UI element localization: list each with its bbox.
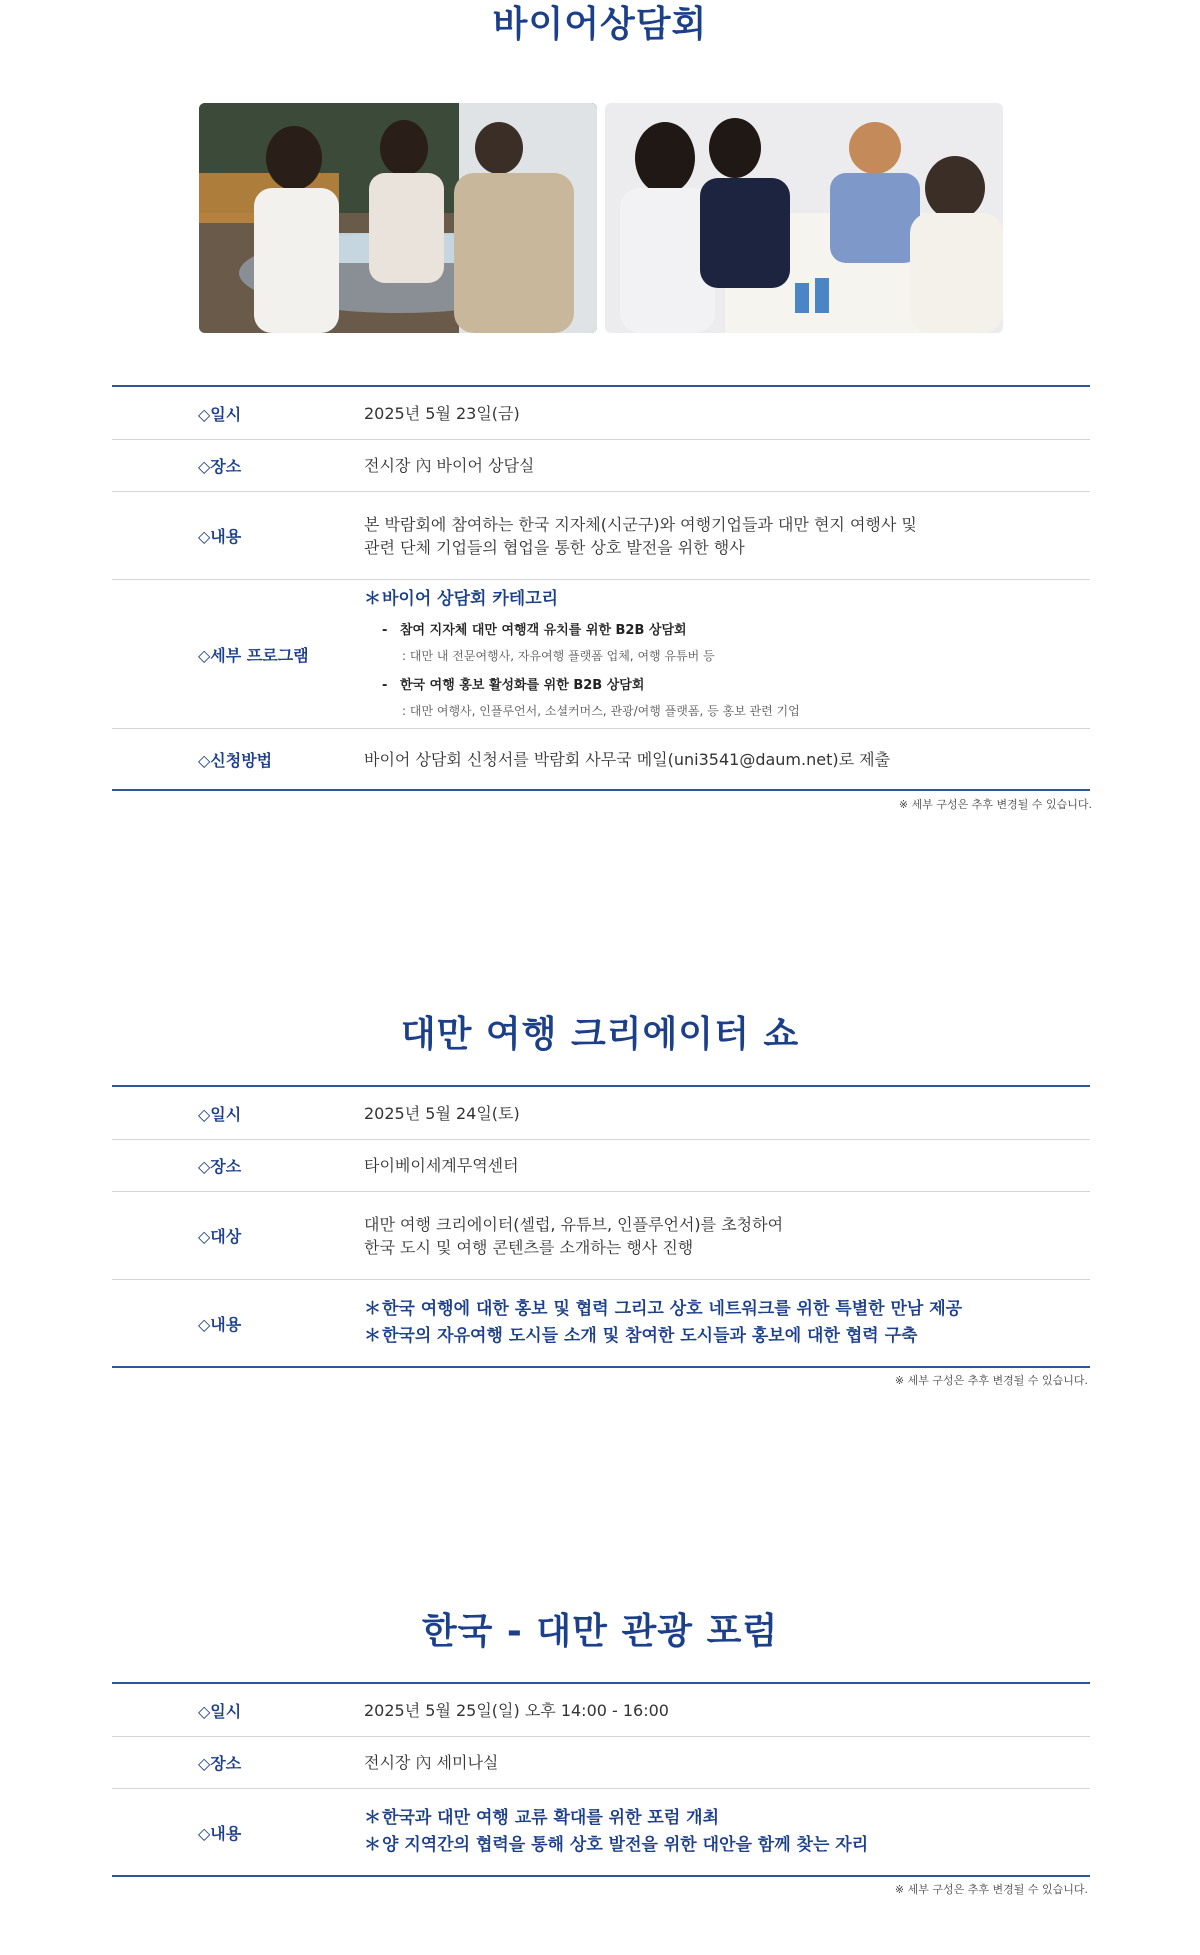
info-table-tourism-forum — [112, 1682, 1090, 1877]
info-table-creator-show — [112, 1085, 1090, 1368]
content-bullet: ＊한국의 자유여행 도시들 소개 및 참여한 도시들과 홍보에 대한 협력 구축 — [364, 1323, 1090, 1350]
asterisk-icon: ＊ — [364, 588, 381, 609]
row-date — [112, 1684, 1090, 1736]
value-apply: 바이어 상담회 신청서를 박람회 사무국 메일(uni3541@daum.net)로 제출 — [364, 749, 891, 769]
info-table-buyer-meeting — [112, 385, 1090, 791]
label-date: ◇일시 — [198, 404, 242, 424]
change-notice: ※ 세부 구성은 추후 변경될 수 있습니다. — [898, 798, 1092, 811]
program-heading: ＊바이어 상담회 카테고리 — [364, 586, 1090, 613]
row-date — [112, 387, 1090, 439]
row-program — [112, 579, 1090, 728]
change-notice: ※ 세부 구성은 추후 변경될 수 있습니다. — [894, 1883, 1088, 1896]
label-content: ◇내용 — [198, 1823, 242, 1843]
photo-gallery — [199, 103, 1003, 333]
asterisk-icon: ＊ — [364, 1835, 381, 1855]
label-content: ◇내용 — [198, 527, 242, 546]
row-target — [112, 1191, 1090, 1279]
value-program — [364, 586, 1090, 723]
label-place: ◇장소 — [198, 1157, 242, 1176]
row-content — [112, 1788, 1090, 1875]
section-title-creator-show: 대만 여행 크리에이터 쇼 — [400, 1014, 800, 1055]
value-target — [364, 1213, 1090, 1259]
value-content — [364, 1296, 1090, 1350]
target-line-2: 한국 도시 및 여행 콘텐츠를 소개하는 행사 진행 — [364, 1237, 694, 1257]
asterisk-icon: ＊ — [364, 1299, 381, 1319]
content-bullet: ＊양 지역간의 협력을 통해 상호 발전을 위한 대안을 함께 찾는 자리 — [364, 1832, 1090, 1859]
row-place — [112, 1139, 1090, 1191]
dash-icon: - — [382, 677, 388, 693]
content-bullet: ＊한국 여행에 대한 홍보 및 협력 그리고 상호 네트워크를 위한 특별한 만남 제공 — [364, 1296, 1090, 1323]
label-apply: ◇신청방법 — [198, 750, 273, 770]
label-date: ◇일시 — [198, 1701, 242, 1721]
label-content: ◇내용 — [198, 1314, 242, 1334]
content-line-2: 관련 단체 기업들의 협업을 통한 상호 발전을 위한 행사 — [364, 537, 745, 557]
label-place: ◇장소 — [198, 1754, 242, 1773]
row-content — [112, 1279, 1090, 1366]
asterisk-icon: ＊ — [364, 1808, 381, 1828]
target-line-1: 대만 여행 크리에이터(셀럽, 유튜브, 인플루언서)를 초청하여 — [364, 1214, 784, 1234]
program-item-title: - 한국 여행 홍보 활성화를 위한 B2B 상담회 — [364, 674, 1090, 697]
value-date: 2025년 5월 25일(일) 오후 14:00 - 16:00 — [364, 1700, 669, 1720]
section-title-tourism-forum: 한국 - 대만 관광 포럼 — [421, 1611, 779, 1652]
row-content — [112, 491, 1090, 579]
program-item-desc: : 대만 여행사, 인플루언서, 소셜커머스, 관광/여행 플랫폼, 등 홍보 관련 기업 — [402, 703, 800, 718]
value-content — [364, 1805, 1090, 1859]
row-place — [112, 439, 1090, 491]
row-apply — [112, 728, 1090, 789]
label-date: ◇일시 — [198, 1104, 242, 1124]
value-place: 전시장 內 바이어 상담실 — [364, 456, 535, 475]
program-item-desc: : 대만 내 전문여행사, 자유여행 플랫폼 업체, 여행 유튜버 등 — [402, 648, 715, 663]
photo-buyer-meeting-1 — [199, 103, 597, 333]
asterisk-icon: ＊ — [364, 1326, 381, 1346]
value-place: 타이베이세계무역센터 — [364, 1156, 519, 1175]
content-line-1: 본 박람회에 참여하는 한국 지자체(시군구)와 여행기업들과 대만 현지 여행사 및 — [364, 514, 917, 534]
label-place: ◇장소 — [198, 457, 242, 476]
label-target: ◇대상 — [198, 1227, 242, 1246]
row-date — [112, 1087, 1090, 1139]
change-notice: ※ 세부 구성은 추후 변경될 수 있습니다. — [894, 1374, 1088, 1387]
dash-icon: - — [382, 622, 388, 638]
value-place: 전시장 內 세미나실 — [364, 1753, 499, 1772]
program-item-title: - 참여 지자체 대만 여행객 유치를 위한 B2B 상담회 — [364, 619, 1090, 642]
value-date: 2025년 5월 24일(토) — [364, 1103, 520, 1123]
content-bullet: ＊한국과 대만 여행 교류 확대를 위한 포럼 개최 — [364, 1805, 1090, 1832]
label-program: ◇세부 프로그램 — [198, 645, 309, 665]
value-content — [364, 513, 1090, 559]
row-place — [112, 1736, 1090, 1788]
photo-buyer-meeting-2 — [605, 103, 1003, 333]
value-date: 2025년 5월 23일(금) — [364, 403, 520, 423]
section-title-buyer-meeting: 바이어상담회 — [492, 4, 708, 45]
